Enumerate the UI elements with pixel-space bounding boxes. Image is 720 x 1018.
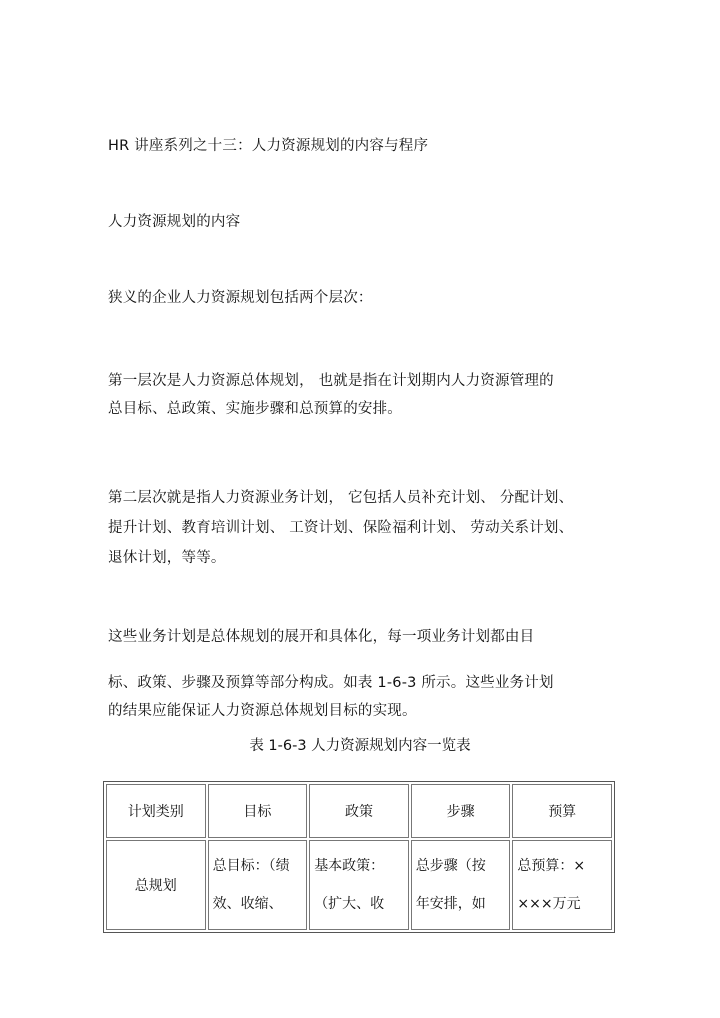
paragraph-1-line-1: 第一层次是人力资源总体规划， 也就是指在计划期内人力资源管理的	[108, 373, 554, 389]
cell-steps-line-1: 总步骤（按	[415, 858, 486, 874]
paragraph-2-line-3: 退休计划，等等。	[108, 550, 226, 566]
header-steps: 步骤	[411, 784, 511, 838]
planning-content-table	[103, 781, 615, 933]
cell-goal-line-1: 总目标：（绩	[212, 858, 290, 874]
header-budget: 预算	[512, 784, 612, 838]
cell-category: 总规划	[106, 840, 206, 930]
header-plan-category: 计划类别	[106, 784, 206, 838]
cell-steps	[411, 840, 511, 930]
paragraph-3-line-2: 标、政策、步骤及预算等部分构成。如表 1-6-3 所示。这些业务计划	[108, 675, 554, 691]
cell-budget-line-1: 总预算：×	[517, 858, 586, 874]
section-heading: 人力资源规划的内容	[108, 214, 241, 230]
paragraph-3-line-1: 这些业务计划是总体规划的展开和具体化，每一项业务计划都由目	[108, 629, 535, 645]
cell-policy-line-2: （扩大、收	[314, 896, 385, 912]
document-title: HR 讲座系列之十三：人力资源规划的内容与程序	[108, 138, 429, 154]
header-policy: 政策	[309, 784, 409, 838]
paragraph-3-line-3: 的结果应能保证人力资源总体规划目标的实现。	[108, 703, 417, 719]
cell-policy-line-1: 基本政策：	[314, 858, 385, 874]
cell-policy	[309, 840, 409, 930]
header-goal: 目标	[208, 784, 308, 838]
cell-goal-line-2: 效、收缩、	[212, 896, 283, 912]
paragraph-2-line-1: 第二层次就是指人力资源业务计划， 它包括人员补充计划、 分配计划、	[108, 490, 574, 506]
paragraph-1-line-2: 总目标、总政策、实施步骤和总预算的安排。	[108, 401, 402, 417]
intro-paragraph: 狭义的企业人力资源规划包括两个层次：	[108, 290, 373, 306]
table-header-row	[106, 784, 612, 838]
table-row	[106, 840, 612, 930]
table-caption: 表 1-6-3 人力资源规划内容一览表	[249, 738, 471, 754]
cell-steps-line-2: 年安排，如	[415, 896, 486, 912]
cell-goal	[208, 840, 308, 930]
cell-budget-line-2: ×××万元	[517, 896, 581, 912]
paragraph-2-line-2: 提升计划、教育培训计划、 工资计划、保险福利计划、 劳动关系计划、	[108, 520, 574, 536]
cell-budget	[512, 840, 612, 930]
